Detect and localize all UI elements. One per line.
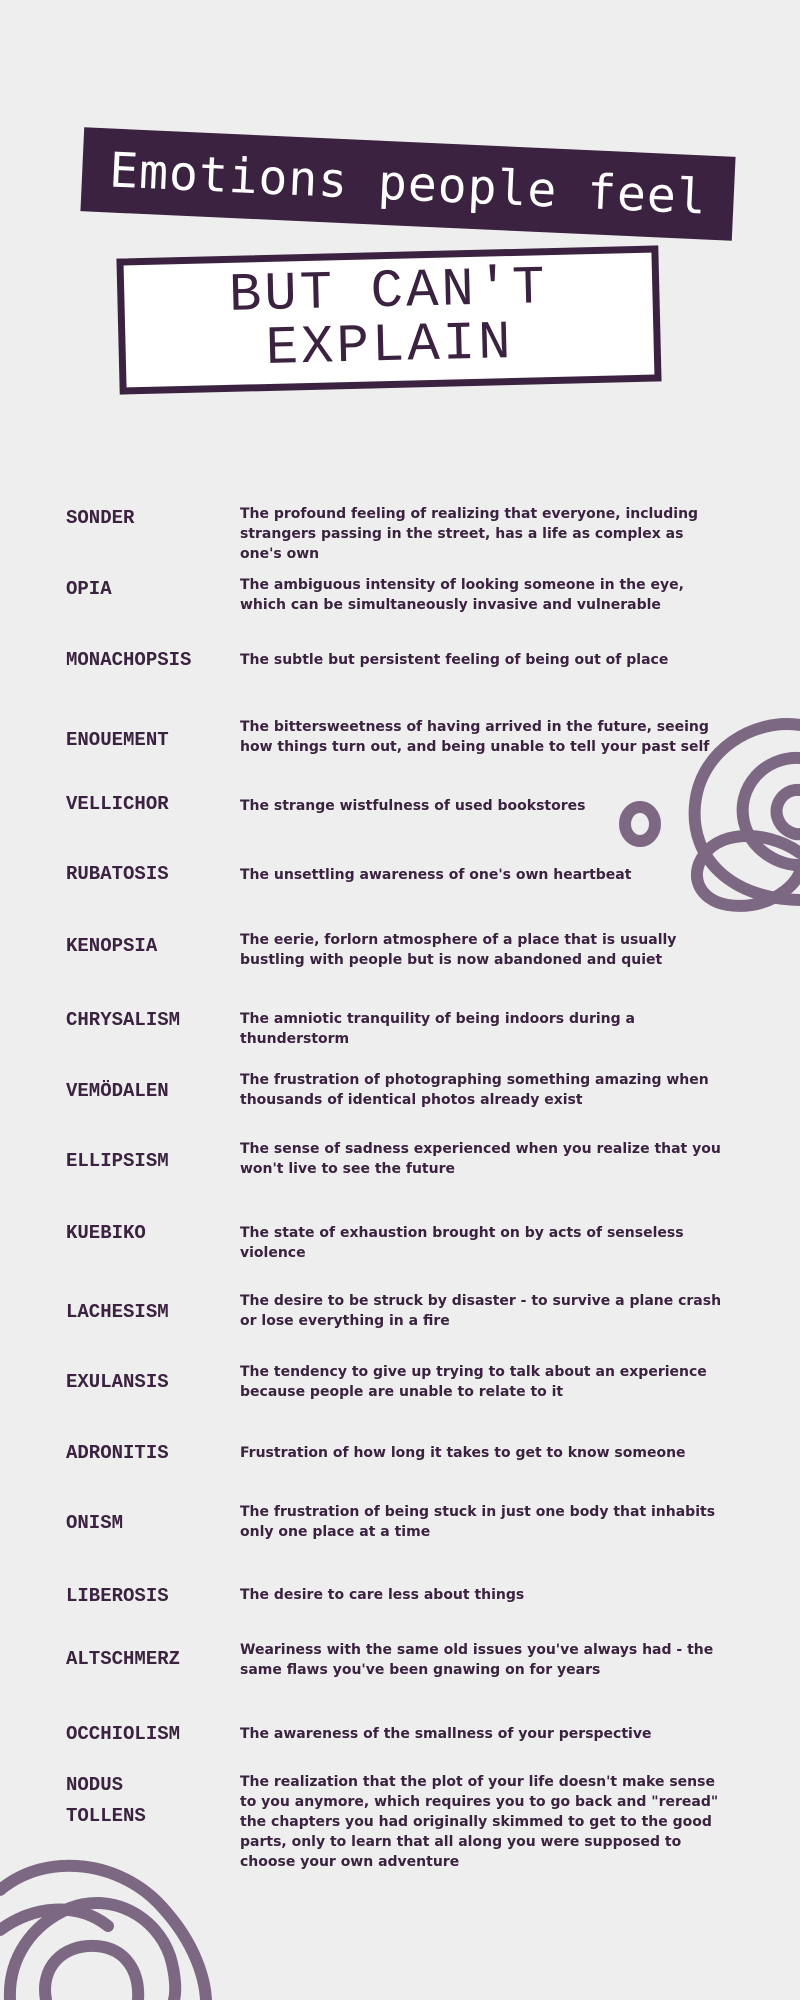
term-definition: The unsettling awareness of one's own heartbeat bbox=[240, 867, 632, 883]
term-word: EXULANSIS bbox=[66, 1371, 169, 1393]
term-word: KENOPSIA bbox=[66, 935, 158, 957]
term-word: VELLICHOR bbox=[66, 793, 169, 815]
term-word: ENOUEMENT bbox=[66, 729, 169, 751]
term-definition: The awareness of the smallness of your perspective bbox=[240, 1726, 652, 1742]
term-definition: Weariness with the same old issues you've always had - the same flaws you've been gnawing on for years bbox=[240, 1642, 714, 1678]
term-definition: The bittersweetness of having arrived in the future, seeing how things turn out, and being unable to tell your past self bbox=[240, 719, 710, 755]
term-definition: Frustration of how long it takes to get to know someone bbox=[240, 1445, 686, 1461]
term-definition: The tendency to give up trying to talk about an experience because people are unable to relate to it bbox=[240, 1364, 707, 1400]
term-word: ELLIPSISM bbox=[66, 1150, 169, 1172]
term-definition: The frustration of being stuck in just one body that inhabits only one place at a time bbox=[240, 1504, 716, 1540]
term-definition: The sense of sadness experienced when you realize that you won't live to see the future bbox=[240, 1141, 721, 1177]
term-definition: The amniotic tranquility of being indoors during a thunderstorm bbox=[240, 1011, 635, 1047]
term-definition: The ambiguous intensity of looking someone in the eye, which can be simultaneously invasive and vulnerable bbox=[240, 577, 684, 613]
term-definition: The state of exhaustion brought on by acts of senseless violence bbox=[240, 1225, 684, 1261]
term-definition: The frustration of photographing something amazing when thousands of identical photos already exist bbox=[240, 1072, 709, 1108]
term-definition: The subtle but persistent feeling of being out of place bbox=[240, 652, 669, 668]
term-word: LIBEROSIS bbox=[66, 1585, 169, 1607]
term-word: SONDER bbox=[66, 507, 135, 529]
term-word: NODUS TOLLENS bbox=[66, 1774, 146, 1827]
term-word: CHRYSALISM bbox=[66, 1009, 181, 1031]
term-definition: The desire to care less about things bbox=[240, 1587, 525, 1603]
term-definition: The desire to be struck by disaster - to survive a plane crash or lose everything in a fire bbox=[240, 1293, 722, 1329]
term-word: VEMÖDALEN bbox=[66, 1080, 169, 1102]
term-definition: The strange wistfulness of used bookstores bbox=[240, 798, 586, 814]
term-word: ADRONITIS bbox=[66, 1442, 169, 1464]
term-definition: The realization that the plot of your life doesn't make sense to you anymore, which requires you to go back and "reread" the chapters you had originally skimmed to get to the good parts, only to learn that all along you were supposed to choose your own adventure bbox=[240, 1774, 719, 1870]
page-title: Emotions people feel bbox=[108, 142, 708, 226]
term-word: LACHESISM bbox=[66, 1301, 169, 1323]
term-word: KUEBIKO bbox=[66, 1222, 146, 1244]
term-definition: The eerie, forlorn atmosphere of a place that is usually bustling with people but is now abandoned and quiet bbox=[240, 932, 677, 968]
term-definition: The profound feeling of realizing that everyone, including strangers passing in the street, has a life as complex as one's own bbox=[240, 506, 699, 562]
subtitle-box: BUT CAN'T EXPLAIN bbox=[116, 245, 661, 394]
term-word: ALTSCHMERZ bbox=[66, 1648, 181, 1670]
term-word: OPIA bbox=[66, 578, 112, 600]
term-word: ONISM bbox=[66, 1512, 124, 1534]
term-word: MONACHOPSIS bbox=[66, 649, 192, 671]
term-word: RUBATOSIS bbox=[66, 863, 169, 885]
term-word: OCCHIOLISM bbox=[66, 1723, 181, 1745]
